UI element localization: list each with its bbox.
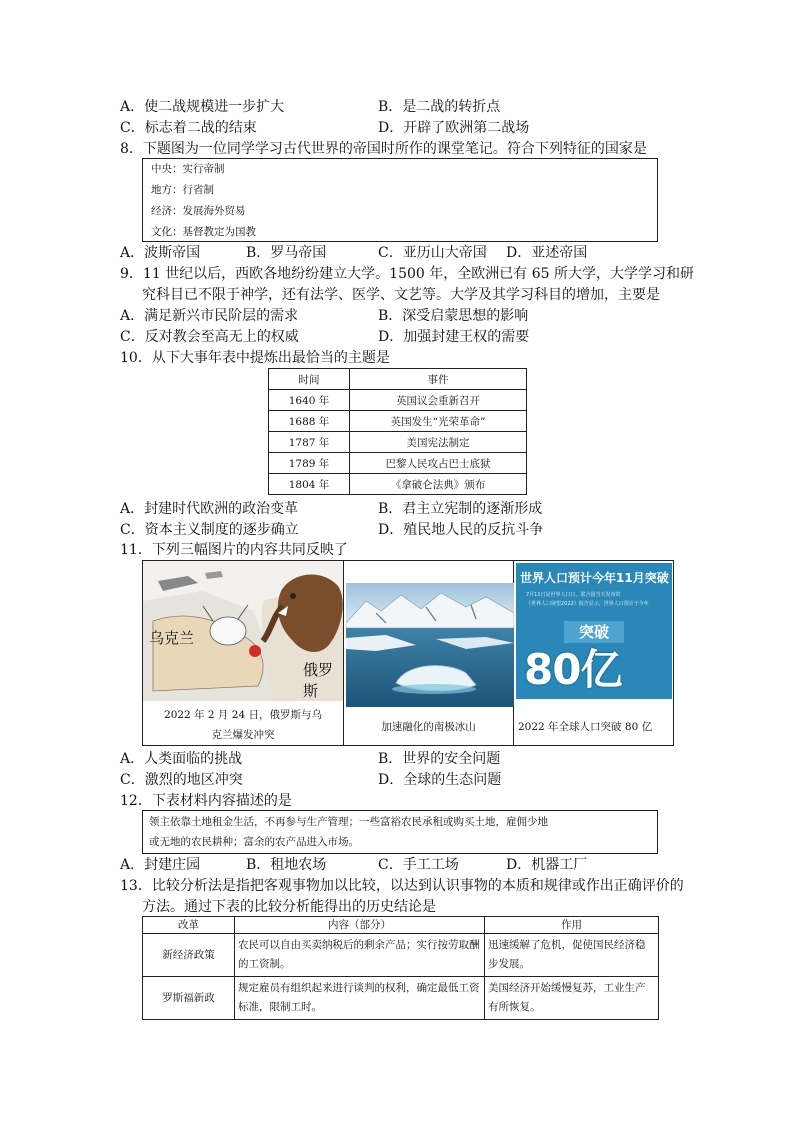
- q11-image2-caption: 加速融化的南极冰山: [381, 721, 476, 733]
- event-cell: 《拿破仑法典》颁布: [350, 474, 527, 495]
- q12-stem: 12．下表材料内容描述的是: [120, 793, 292, 809]
- poster-tag: 突破: [564, 621, 624, 643]
- q11-image3-caption: 2022 年全球人口突破 80 亿: [518, 721, 653, 733]
- event-cell: 英国发生“光荣革命”: [350, 411, 527, 432]
- content-cell: 农民可以自由买卖纳税后的剩余产品；实行按劳取酬的工资制。: [235, 934, 485, 977]
- q11-image2-cell: [344, 561, 514, 745]
- poster-small-text: 《世界人口展望2022》报告显示，世界人口预计于今年: [526, 601, 649, 607]
- q10-stem: 10．从下大事年表中提炼出最恰当的主题是: [120, 350, 390, 366]
- table-row: [143, 977, 659, 1020]
- q12-material-box: [142, 810, 658, 854]
- table-header: 改革: [143, 917, 235, 934]
- q7-option-b[interactable]: B．是二战的转折点: [378, 99, 501, 115]
- year-cell: 1789 年: [269, 453, 350, 474]
- population-poster: [516, 563, 672, 699]
- q11-image1-caption: 克兰爆发冲突: [211, 729, 275, 741]
- table-header: 作用: [485, 917, 659, 934]
- q13-compare-table: [142, 916, 659, 1020]
- table-row: [269, 411, 527, 432]
- q11-option-c[interactable]: C．激烈的地区冲突: [120, 772, 243, 788]
- q9-stem-line2: 究科目已不限于神学，还有法学、医学、文艺等。大学及其学习科目的增加，主要是: [142, 287, 660, 303]
- russia-label: 俄罗斯: [303, 661, 334, 700]
- effect-cell: 迅速缓解了危机，促使国民经济稳步发展。: [485, 934, 659, 977]
- q12-option-c[interactable]: C．手工工场: [378, 857, 459, 873]
- q9-option-d[interactable]: D．加强封建王权的需要: [378, 329, 530, 345]
- q9-stem-line1: 9．11 世纪以后，西欧各地纷纷建立大学。1500 年，全欧洲已有 65 所大学，大学学习和研: [120, 266, 694, 282]
- q12-material-line: 领主依靠土地租金生活，不再参与生产管理；一些富裕农民承租或购买土地，雇佣少地: [149, 816, 548, 828]
- q11-image1-cell: [143, 561, 344, 745]
- q11-image-row: [142, 560, 674, 746]
- q12-option-b[interactable]: B．租地农场: [246, 857, 327, 873]
- q13-stem-line2: 方法。通过下表的比较分析能得出的历史结论是: [142, 899, 436, 915]
- q8-notes-box: [142, 158, 658, 242]
- q11-option-a[interactable]: A．人类面临的挑战: [120, 751, 243, 767]
- table-header: 内容（部分）: [235, 917, 485, 934]
- q10-option-b[interactable]: B．君主立宪制的逐渐形成: [378, 501, 543, 517]
- event-cell: 美国宪法制定: [350, 432, 527, 453]
- table-row: [269, 453, 527, 474]
- q8-option-c[interactable]: C．亚历山大帝国: [378, 245, 487, 261]
- q8-note: 地方：行省制: [151, 184, 214, 196]
- q11-option-b[interactable]: B．世界的安全问题: [378, 751, 501, 767]
- q10-option-a[interactable]: A．封建时代欧洲的政治变革: [120, 501, 299, 517]
- q13-stem-line1: 13．比较分析法是指把客观事物加以比较，以达到认识事物的本质和规律或作出正确评价的: [120, 878, 684, 894]
- ukraine-label: 乌克兰: [149, 629, 195, 647]
- poster-big-number: 80亿: [524, 645, 622, 694]
- q11-stem: 11．下列三幅图片的内容共同反映了: [120, 542, 348, 558]
- year-cell: 1640 年: [269, 390, 350, 411]
- iceberg-image: [346, 583, 514, 707]
- table-row: [143, 934, 659, 977]
- table-header: 事件: [350, 369, 527, 390]
- q9-option-c[interactable]: C．反对教会至高无上的权威: [120, 329, 299, 345]
- q9-option-b[interactable]: B．深受启蒙思想的影响: [378, 308, 529, 324]
- q12-option-d[interactable]: D．机器工厂: [506, 857, 588, 873]
- q8-option-a[interactable]: A．波斯帝国: [120, 245, 201, 261]
- year-cell: 1804 年: [269, 474, 350, 495]
- table-row: [269, 390, 527, 411]
- q7-option-a[interactable]: A．使二战规模进一步扩大: [120, 99, 285, 115]
- table-header: 时间: [269, 369, 350, 390]
- event-cell: 英国议会重新召开: [350, 390, 527, 411]
- reform-cell: 罗斯福新政: [143, 977, 235, 1020]
- q10-option-d[interactable]: D．殖民地人民的反抗斗争: [378, 522, 544, 538]
- q8-option-d[interactable]: D．亚述帝国: [506, 245, 588, 261]
- poster-small-text: 7月11日是世界人口日，联合国当天发布的: [526, 592, 621, 598]
- q12-material-line: 或无地的农民耕种；富余的农产品进入市场。: [149, 836, 359, 848]
- q7-option-c[interactable]: C．标志着二战的结束: [120, 120, 257, 136]
- year-cell: 1688 年: [269, 411, 350, 432]
- q8-note: 经济：发展海外贸易: [151, 205, 246, 217]
- q11-image3-cell: [514, 561, 674, 745]
- q11-option-d[interactable]: D．全球的生态问题: [378, 772, 502, 788]
- content-cell: 规定雇员有组织起来进行谈判的权利，确定最低工资标准，限制工时。: [235, 977, 485, 1020]
- event-cell: 巴黎人民攻占巴士底狱: [350, 453, 527, 474]
- q10-option-c[interactable]: C．资本主义制度的逐步确立: [120, 522, 299, 538]
- q8-note: 中央：实行帝制: [151, 163, 225, 175]
- q8-note: 文化：基督教定为国教: [151, 226, 256, 238]
- q7-option-d[interactable]: D．开辟了欧洲第二战场: [378, 120, 530, 136]
- q11-image1-caption: 2022 年 2 月 24 日，俄罗斯与乌: [164, 709, 322, 721]
- q12-option-a[interactable]: A．封建庄园: [120, 857, 201, 873]
- q8-option-b[interactable]: B．罗马帝国: [246, 245, 327, 261]
- table-row: [269, 474, 527, 495]
- q8-stem: 8．下题图为一位同学学习古代世界的帝国时所作的课堂笔记。符合下列特征的国家是: [120, 141, 647, 157]
- q10-events-table: [268, 368, 527, 495]
- poster-banner: 世界人口预计今年11月突破: [520, 571, 669, 585]
- q9-option-a[interactable]: A．满足新兴市民阶层的需求: [120, 308, 299, 324]
- table-row: [269, 432, 527, 453]
- effect-cell: 美国经济开始缓慢复苏，工业生产有所恢复。: [485, 977, 659, 1020]
- year-cell: 1787 年: [269, 432, 350, 453]
- reform-cell: 新经济政策: [143, 934, 235, 977]
